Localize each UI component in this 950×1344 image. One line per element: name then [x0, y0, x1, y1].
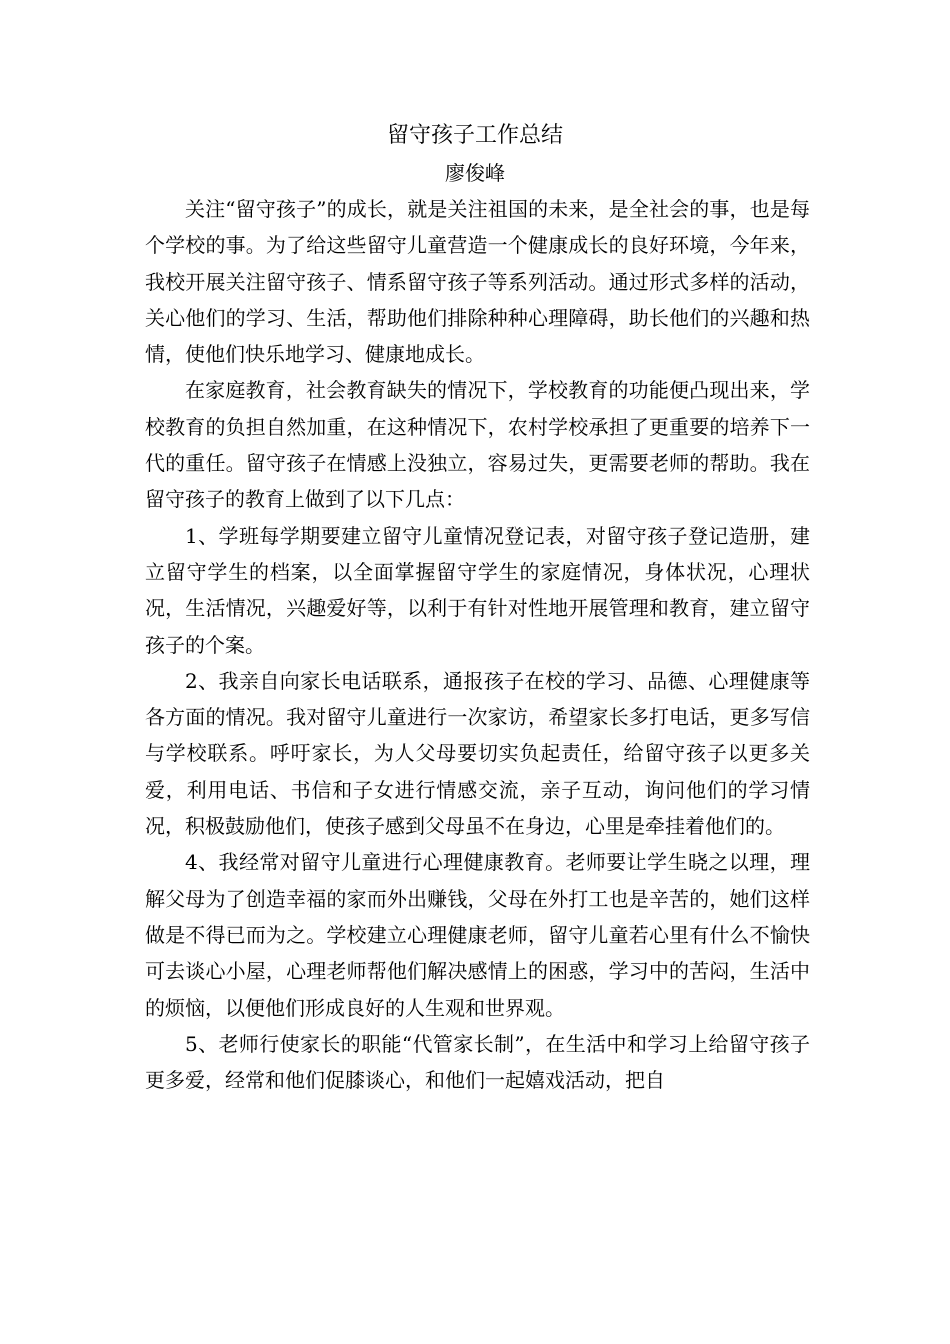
- paragraph-item-5: 5、老师行使家长的职能“代管家长制”，在生活中和学习上给留守孩子更多爱，经常和他们促膝谈心，和他们一起嬉戏活动，把自: [145, 1031, 810, 1093]
- paragraph-item-1: 1、学班每学期要建立留守儿童情况登记表，对留守孩子登记造册，建立留守学生的档案，以全面掌握留守学生的家庭情况，身体状况，心理状况，生活情况，兴趣爱好等，以利于有针对性地开展管理和教育，建立留守孩子的个案。: [145, 523, 810, 657]
- paragraph-item-2: 2、我亲自向家长电话联系，通报孩子在校的学习、品德、心理健康等各方面的情况。我对留守儿童进行一次家访，希望家长多打电话，更多写信与学校联系。呼吁家长，为人父母要切实负起责任，给留守孩子以更多关爱，利用电话、书信和子女进行情感交流，亲子互动，询问他们的学习情况，积极鼓励他们，使孩子感到父母虽不在身边，心里是牵挂着他们的。: [145, 668, 810, 839]
- paragraph-intro: 关注“留守孩子”的成长，就是关注祖国的未来，是全社会的事，也是每个学校的事。为了给这些留守儿童营造一个健康成长的良好环境，今年来，我校开展关注留守孩子、情系留守孩子等系列活动。通过形式多样的活动，关心他们的学习、生活，帮助他们排除种种心理障碍，助长他们的兴趣和热情，使他们快乐地学习、健康地成长。: [145, 197, 810, 367]
- document-author: 廖俊峰: [445, 161, 505, 185]
- paragraph-item-4: 4、我经常对留守儿童进行心理健康教育。老师要让学生晓之以理，理解父母为了创造幸福的家而外出赚钱，父母在外打工也是辛苦的，她们这样做是不得已而为之。学校建立心理健康老师，留守儿童若心里有什么不愉快可去谈心小屋，心理老师帮他们解决感情上的困惑，学习中的苦闷，生活中的烦恼，以便他们形成良好的人生观和世界观。: [145, 850, 810, 1020]
- document-body: [145, 191, 810, 1098]
- document-title: 留守孩子工作总结: [386, 123, 563, 148]
- paragraph-background: 在家庭教育，社会教育缺失的情况下，学校教育的功能便凸现出来，学校教育的负担自然加重，在这种情况下，农村学校承担了更重要的培养下一代的重任。留守孩子在情感上没独立，容易过失，更需要老师的帮助。我在留守孩子的教育上做到了以下几点：: [145, 378, 810, 512]
